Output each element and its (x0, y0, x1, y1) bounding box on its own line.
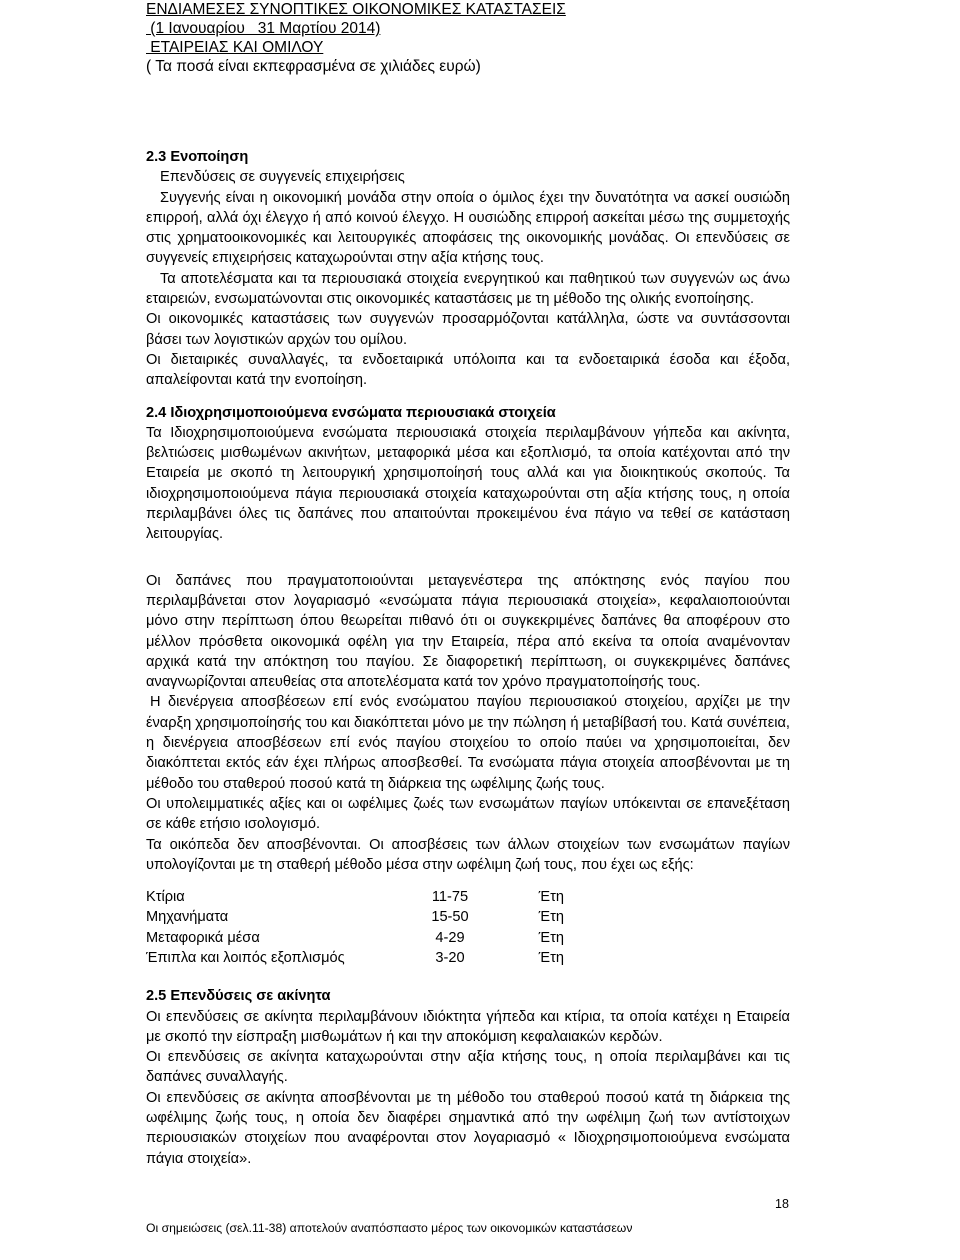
useful-life-range: 4-29 (435, 929, 465, 946)
table-row (146, 887, 564, 907)
page-footer: Οι σημειώσεις (σελ.11-38) αποτελούν αναπόσπαστο μέρος των οικονομικών καταστάσεων (146, 1221, 633, 1235)
useful-life-unit: Έτη (538, 949, 564, 966)
table-row (146, 907, 564, 927)
section-2-5-paragraph-2: Οι επενδύσεις σε ακίνητα καταχωρούνται στην αξία κτήσης τους, η οποία περιλαμβάνει και τις δαπάνες συναλλαγής. (146, 1049, 790, 1086)
section-2-4-paragraph-1: Τα Ιδιοχρησιμοποιούμενα ενσώματα περιουσιακά στοιχεία περιλαμβάνουν γήπεδα και ακίνητα, βελτιώσεις μισθωμένων ακινήτων, μεταφορικά μέσα και εξοπλισμό, τα οποία κατέχονται από την Εταιρεία με σκοπό τη λειτουργική χρησιμοποίησή τους αλλά και για διοικητικούς σκοπούς. Τα ιδιοχρησιμοποιούμενα πάγια περιουσιακά στοιχεία καταχωρούνται στη αξία κτήσης τους, η οποία περιλαμβάνει όλες τις δαπάνες που απαιτούνται προκειμένου ένα πάγιο να τεθεί σε κατάσταση λειτουργίας. (146, 424, 790, 543)
asset-category: Έπιπλα και λοιπός εξοπλισμός (146, 949, 345, 966)
section-2-3-subtitle: Επενδύσεις σε συγγενείς επιχειρήσεις (160, 169, 405, 186)
useful-life-unit: Έτη (538, 889, 564, 906)
useful-life-range: 11-75 (431, 889, 469, 906)
header-title: ΕΝΔΙΑΜΕΣΕΣ ΣΥΝΟΠΤΙΚΕΣ ΟΙΚΟΝΟΜΙΚΕΣ ΚΑΤΑΣΤΑΣΕΙΣ (146, 1, 566, 18)
useful-life-range: 15-50 (431, 909, 469, 926)
section-2-4-paragraph-5: Τα οικόπεδα δεν αποσβένονται. Οι αποσβέσεις των άλλων στοιχείων των ενσωμάτων παγίων υπολογίζονται με τη σταθερή μέθοδο μέσα στην ωφέλιμη ζωή τους, που έχει ως εξής: (146, 836, 790, 873)
section-2-3-title: 2.3 Ενοποίηση (146, 149, 249, 165)
section-2-4-paragraph-3: Η διενέργεια αποσβέσεων επί ενός ενσώματου παγίου περιουσιακού στοιχείου, αρχίζει με την έναρξη χρησιμοποίησής του και διακόπτεται μόνο με την πώληση ή μεταβίβασή του. Κατά συνέπεια, η διενέργεια αποσβέσεων επί ενός παγίου στοιχείου το οποίο παύει να χρησιμοποιείται, δεν διακόπτεται εκτός εάν έχει πλήρως αποσβεσθεί. Τα ενσώματα πάγια στοιχεία αποσβένονται με τη μέθοδο του σταθερού ποσού κατά τη διάρκεια της ωφέλιμης ζωής τους. (146, 694, 790, 792)
section-2-3-paragraph-2: Τα αποτελέσματα και τα περιουσιακά στοιχεία ενεργητικού και παθητικού των συγγενών ως άνω εταιρειών, ενσωματώνονται στις οικονομικές καταστάσεις με τη μέθοδο της ολικής ενοποίησης. (146, 270, 790, 308)
table-row (146, 948, 564, 968)
section-2-5-paragraph-1: Οι επενδύσεις σε ακίνητα περιλαμβάνουν ιδιόκτητα γήπεδα και κτίρια, τα οποία κατέχει η Εταιρεία με σκοπό την είσπραξη μισθωμάτων ή και την αποκόμιση κεφαλαιακών κερδών. (146, 1008, 790, 1045)
section-2-5-title: 2.5 Επενδύσεις σε ακίνητα (146, 988, 331, 1005)
header-period: (1 Ιανουαρίου 31 Μαρτίου 2014) (146, 20, 381, 37)
section-2-5-paragraph-3: Οι επενδύσεις σε ακίνητα αποσβένονται με τη μέθοδο του σταθερού ποσού κατά τη διάρκεια της ωφέλιμης ζωής τους, η οποία δεν διαφέρει σημαντικά από την ωφέλιμη ζωή των αντίστοιχων περιουσιακών στοιχείων που αναφέρονται στον λογαριασμό « Ιδιοχρησιμοποιούμενα ενσώματα πάγια στοιχεία». (146, 1089, 790, 1167)
document-header (146, 0, 566, 76)
useful-life-unit: Έτη (538, 929, 564, 946)
useful-life-table (146, 887, 564, 968)
document-body (146, 147, 790, 1169)
header-currency-note: ( Τα ποσά είναι εκπεφρασμένα σε χιλιάδες ευρώ) (146, 58, 481, 75)
section-2-3-paragraph-1: Συγγενής είναι η οικονομική μονάδα στην οποία ο όμιλος έχει την δυνατότητα να ασκεί ουσιώδη επιρροή, αλλά όχι έλεγχο ή από κοινού έλεγχο. Η ουσιώδης επιρροή ασκείται μέσω της συμμετοχής στις χρηματοοικονομικές και λειτουργικές αποφάσεις της οικονομικής μονάδας. Οι επενδύσεις σε συγγενείς επιχειρήσεις καταχωρούνται στην αξία κτήσης τους. (146, 189, 790, 267)
section-2-4-paragraph-4: Οι υπολειμματικές αξίες και οι ωφέλιμες ζωές των ενσωμάτων παγίων υπόκεινται σε επανεξέταση σε κάθε ετήσιο ισολογισμό. (146, 795, 790, 833)
section-2-4-paragraph-2: Οι δαπάνες που πραγματοποιούνται μεταγενέστερα της απόκτησης ενός παγίου που περιλαμβάνεται στον λογαριασμό «ενσώματα πάγια περιουσιακά στοιχεία», κεφαλαιοποιούνται μόνο στην περίπτωση όπου θεωρείται πιθανό ότι οι συγκεκριμένες δαπάνες θα αποφέρουν στο μέλλον πρόσθετα οικονομικά οφέλη για την Εταιρεία, πέρα από εκείνα τα οποία αναμένονταν αρχικά κατά την απόκτηση του παγίου. Σε διαφορετική περίπτωση, οι συγκεκριμένες δαπάνες αναγνωρίζονται απευθείας στα αποτελέσματα κατά τον χρόνο πραγματοποίησής τους. (146, 572, 790, 691)
section-2-4-title: 2.4 Ιδιοχρησιμοποιούμενα ενσώματα περιουσιακά στοιχεία (146, 404, 556, 421)
page-number: 18 (775, 1197, 789, 1211)
asset-category: Κτίρια (146, 889, 185, 906)
asset-category: Μεταφορικά μέσα (146, 929, 260, 946)
table-row (146, 928, 564, 948)
header-entity: ΕΤΑΙΡΕΙΑΣ ΚΑΙ ΟΜΙΛΟΥ (146, 39, 324, 56)
section-2-3-paragraph-3: Οι οικονομικές καταστάσεις των συγγενών προσαρμόζονται κατάλληλα, ώστε να συντάσσονται βάσει των λογιστικών αρχών του ομίλου. (146, 311, 790, 348)
section-2-3-paragraph-4: Οι διεταιρικές συναλλαγές, τα ενδοεταιρικά υπόλοιπα και τα ενδοεταιρικά έσοδα και έξοδα, απαλείφονται κατά την ενοποίηση. (146, 351, 790, 389)
useful-life-range: 3-20 (435, 949, 465, 966)
asset-category: Μηχανήματα (146, 909, 229, 926)
useful-life-unit: Έτη (538, 909, 564, 926)
